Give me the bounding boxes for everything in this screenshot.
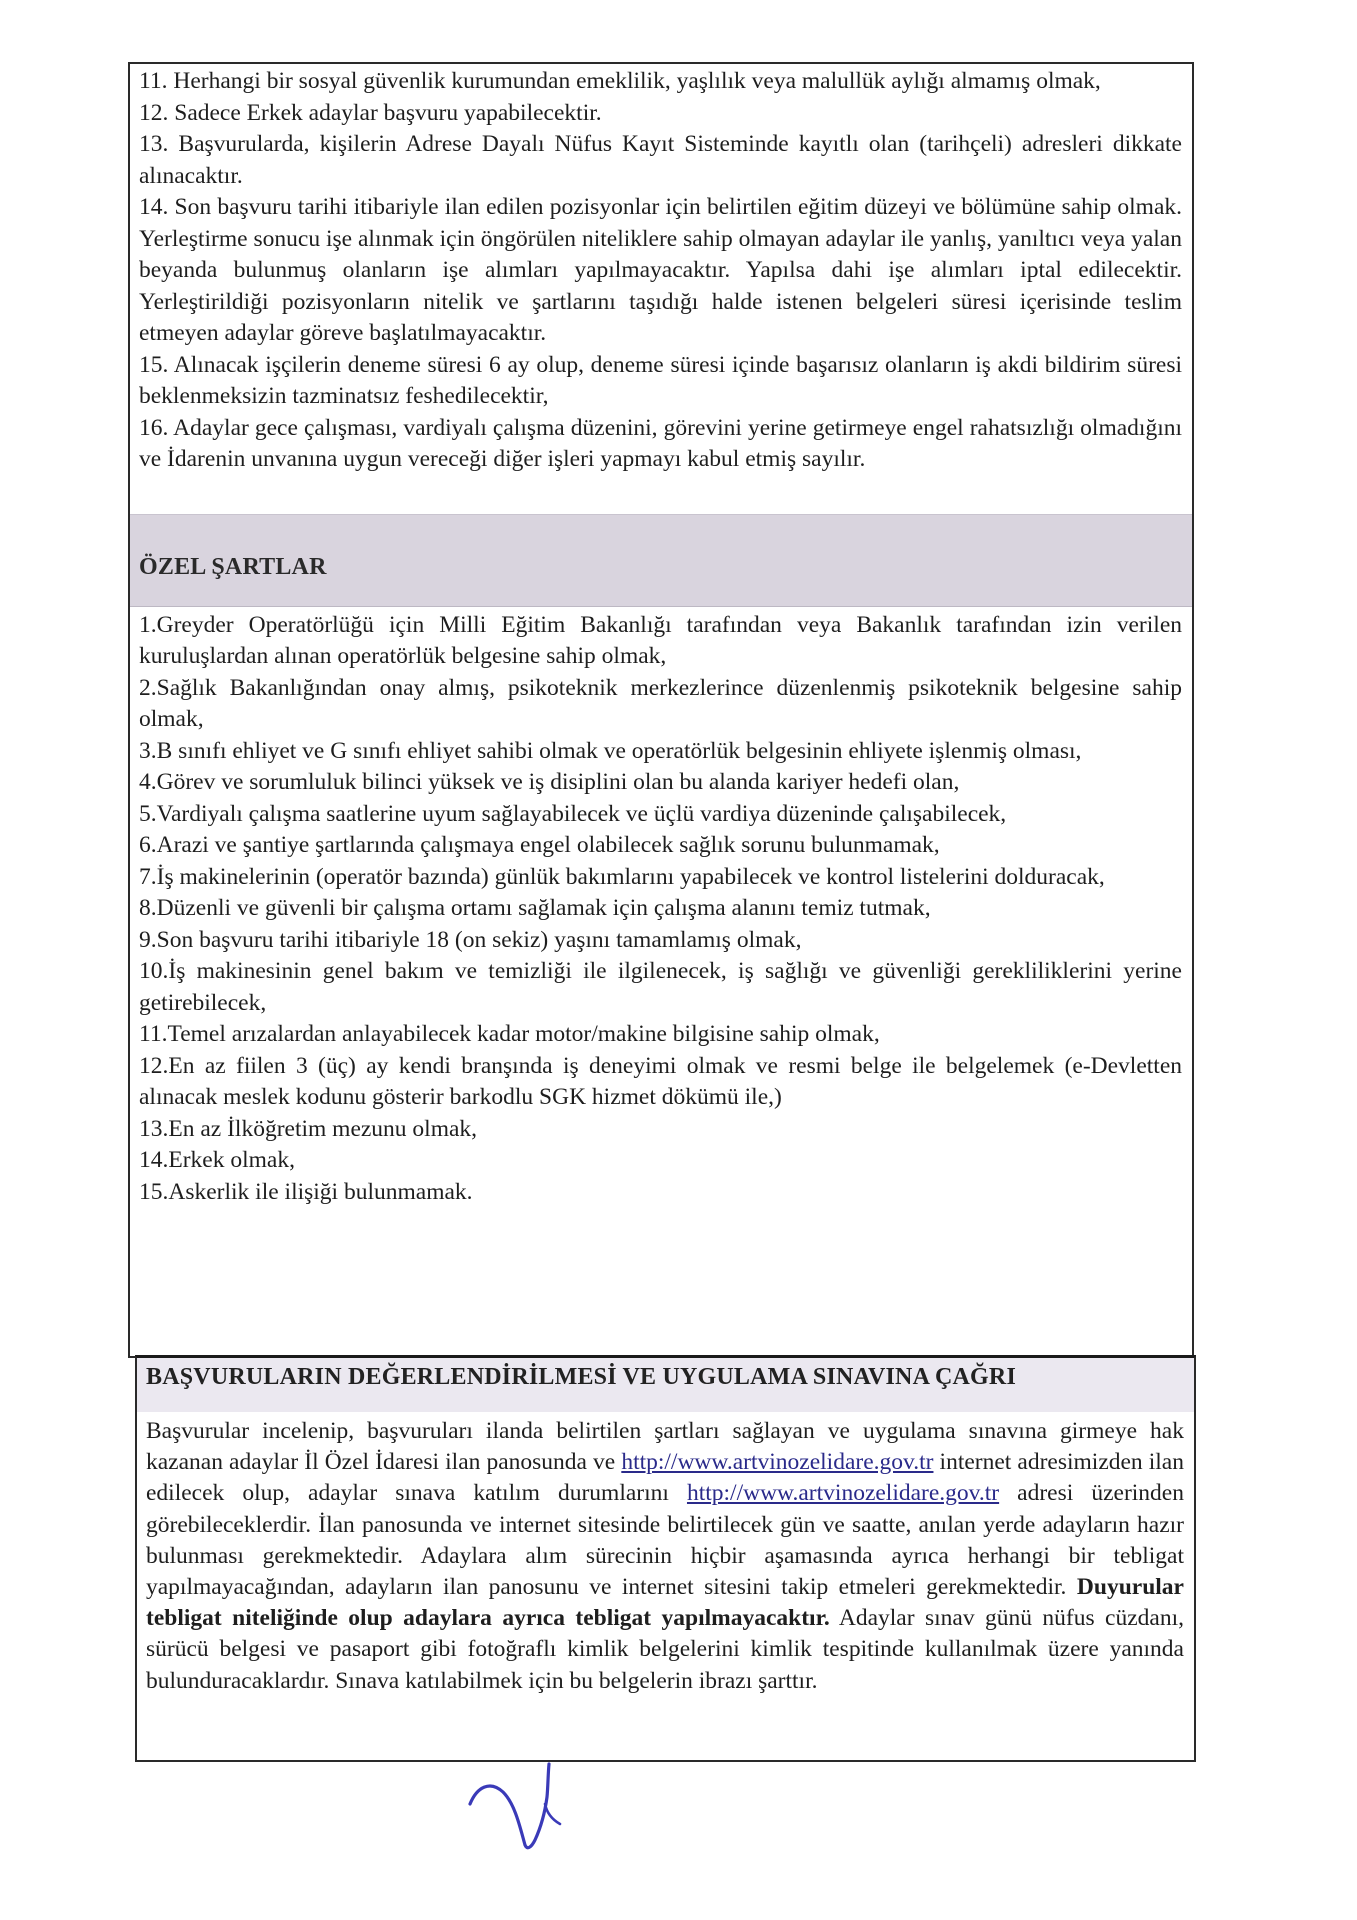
- special-condition-item: 6.Arazi ve şantiye şartlarında çalışmaya engel olabilecek sağlık sorunu bulunmamak,: [139, 832, 940, 858]
- special-condition-item: 14.Erkek olmak,: [139, 1147, 295, 1173]
- special-condition-item: 5.Vardiyalı çalışma saatlerine uyum sağlayabilecek ve üçlü vardiya düzeninde çalışabilecek,: [139, 800, 1007, 827]
- general-condition-item: 11. Herhangi bir sosyal güvenlik kurumundan emeklilik, yaşlılık veya malullük aylığı almamış olmak,: [139, 68, 1101, 94]
- exam-section-body: [137, 1412, 1194, 1697]
- general-conditions-box: [128, 62, 1194, 1358]
- general-condition-item: 16. Adaylar gece çalışması, vardiyalı çalışma düzenini, görevini yerine getirmeye engel rahatsızlığı olmadığını ve İdarenin unvanına uygun vereceği diğer işleri yapmayı kabul etmiş sayılır.: [139, 414, 1182, 472]
- general-condition-item: 13. Başvurularda, kişilerin Adrese Dayalı Nüfus Kayıt Sisteminde kayıtlı olan (tarihçeli) adresleri dikkate alınacaktır.: [139, 131, 1182, 189]
- special-condition-item: 10.İş makinesinin genel bakım ve temizliği ile ilgilenecek, iş sağlığı ve güvenliği gerekliliklerini yerine getirebilecek,: [139, 958, 1182, 1016]
- special-conditions-list: [130, 607, 1192, 1209]
- special-condition-item: 7.İş makinelerinin (operatör bazında) günlük bakımlarını yapabilecek ve kontrol listelerini dolduracak,: [139, 863, 1105, 890]
- website-link-2[interactable]: http://www.artvinozelidare.gov.tr: [686, 1480, 1000, 1507]
- signature-icon: [465, 1762, 585, 1852]
- exam-section-box: [135, 1355, 1196, 1762]
- special-condition-item: 4.Görev ve sorumluluk bilinci yüksek ve iş disiplini olan bu alanda kariyer hedefi olan,: [139, 769, 960, 795]
- website-link-1[interactable]: http://www.artvinozelidare.gov.tr: [621, 1449, 934, 1476]
- exam-paragraph: [137, 1416, 1194, 1697]
- exam-text-1: Başvurular incelenip, başvuruları ilanda belirtilen şartları sağlayan ve uygulama sınavına girmeye hak kazanan adaylar İl Özel İdaresi ilan panosunda ve: [146, 1418, 1184, 1476]
- exam-text-3: adresi üzerinden görebileceklerdir. İlan panosunda ve internet sitesinde belirtilecek gün ve saatte, anılan yerde adayların hazır bulunması gerekmektedir. Adaylara alım sürecinin hiçbir aşamasında ayrıca herhangi bir tebligat yapılmayacağından, adayların ilan panosunu ve internet sitesini takip etmeleri gerekmektedir.: [146, 1480, 1184, 1601]
- special-condition-item: 11.Temel arızalardan anlayabilecek kadar motor/makine bilgisine sahip olmak,: [139, 1021, 880, 1047]
- special-condition-item: 13.En az İlköğretim mezunu olmak,: [139, 1115, 478, 1142]
- special-condition-item: 15.Askerlik ile ilişiği bulunmamak.: [139, 1178, 473, 1205]
- special-conditions-title: ÖZEL ŞARTLAR: [139, 553, 327, 580]
- general-conditions-list: [130, 64, 1192, 476]
- exam-text-4: Adaylar sınav günü nüfus cüzdanı, sürücü belgesi ve pasaport gibi fotoğraflı kimlik belgelerini kimlik tespitinde kullanılmak üzere yanında bulunduracaklardır. Sınava katılabilmek için bu belgelerin ibrazı şarttır.: [146, 1605, 1184, 1694]
- special-condition-item: 3.B sınıfı ehliyet ve G sınıfı ehliyet sahibi olmak ve operatörlük belgesinin ehliyete işlenmiş olması,: [139, 737, 1082, 764]
- special-conditions-header: [130, 514, 1192, 607]
- general-condition-item: 12. Sadece Erkek adaylar başvuru yapabilecektir.: [139, 99, 602, 126]
- special-condition-item: 1.Greyder Operatörlüğü için Milli Eğitim Bakanlığı tarafından veya Bakanlık tarafından izin verilen kuruluşlardan alınan operatörlük belgesine sahip olmak,: [139, 611, 1182, 669]
- special-condition-item: 12.En az fiilen 3 (üç) ay kendi branşında iş deneyimi olmak ve resmi belge ile belgelemek (e-Devletten alınacak meslek kodunu gösterir barkodlu SGK hizmet dökümü ile,): [139, 1052, 1182, 1110]
- special-condition-item: 9.Son başvuru tarihi itibariyle 18 (on sekiz) yaşını tamamlamış olmak,: [139, 926, 802, 953]
- special-condition-item: 2.Sağlık Bakanlığından onay almış, psikoteknik merkezlerince düzenlenmiş psikoteknik belgesine sahip olmak,: [139, 674, 1182, 732]
- exam-text-2: internet adresimizden ilan edilecek olup, adaylar sınava katılım durumlarını: [146, 1449, 1184, 1507]
- exam-section-header: [137, 1358, 1194, 1412]
- general-condition-item: 14. Son başvuru tarihi itibariyle ilan edilen pozisyonlar için belirtilen eğitim düzeyi ve bölümüne sahip olmak. Yerleştirme sonucu işe alınmak için öngörülen niteliklere sahip olmayan adaylar ile yanlış, yanıltıcı veya yalan beyanda bulunmuş olanların işe alımları yapılmayacaktır. Yapılsa dahi işe alımları iptal edilecektir. Yerleştirildiği pozisyonların nitelik ve şartlarını taşıdığı halde istenen belgeleri süresi içerisinde teslim etmeyen adaylar göreve başlatılmayacaktır.: [139, 194, 1182, 346]
- special-condition-item: 8.Düzenli ve güvenli bir çalışma ortamı sağlamak için çalışma alanını temiz tutmak,: [139, 895, 931, 921]
- exam-bold-notice: Duyurular tebligat niteliğinde olup adaylara ayrıca tebligat yapılmayacaktır.: [146, 1574, 1184, 1632]
- general-condition-item: 15. Alınacak işçilerin deneme süresi 6 ay olup, deneme süresi içinde başarısız olanların iş akdi bildirim süresi beklenmeksizin tazminatsız feshedilecektir,: [139, 351, 1182, 409]
- exam-section-title: BAŞVURULARIN DEĞERLENDİRİLMESİ VE UYGULAMA SINAVINA ÇAĞRI: [146, 1364, 1016, 1390]
